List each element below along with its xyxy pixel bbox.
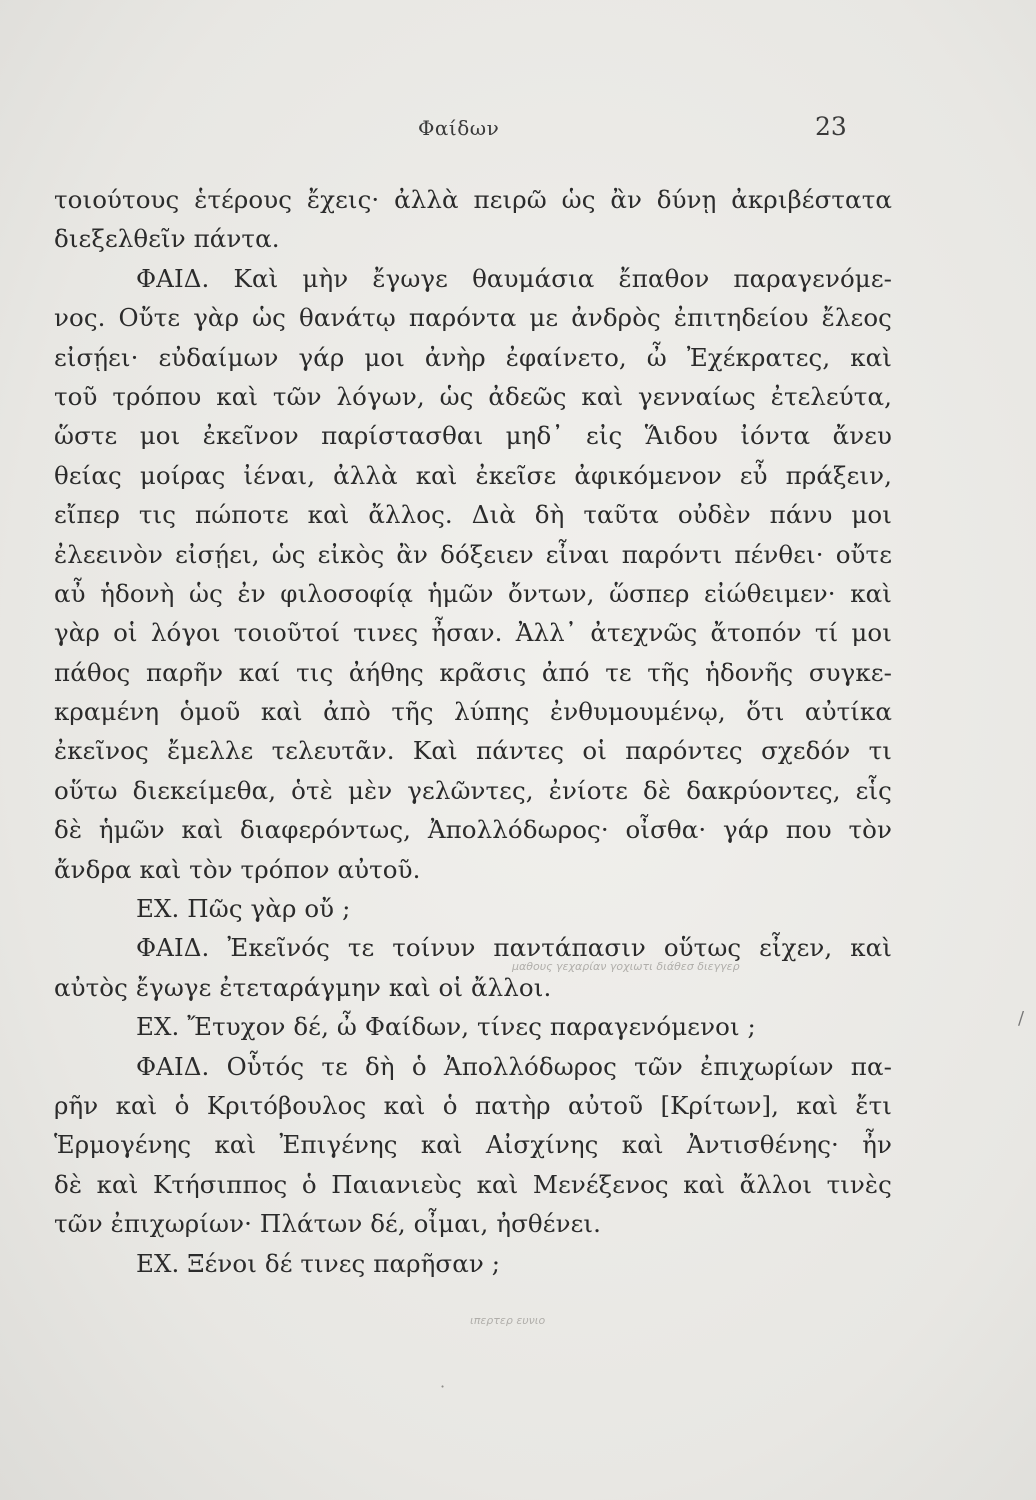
text-line: ΕΧ. Πῶς γὰρ οὔ ;: [136, 894, 351, 924]
text-line: αὖ ἡδονὴ ὡς ἐν φιλοσοφίᾳ ἡμῶν ὄντων, ὥσπερ εἰώθειμεν· καὶ: [54, 578, 892, 608]
text-line: δὲ καὶ Κτήσιππος ὁ Παιανιεὺς καὶ Μενέξενος καὶ ἄλλοι τινὲς: [54, 1169, 892, 1199]
text-line: ὥστε μοι ἐκεῖνον παρίστασθαι μηδ᾽ εἰς Ἅιδου ἰόντα ἄνευ: [54, 421, 892, 451]
text-line: ΕΧ. Ἔτυχον δέ, ὦ Φαίδων, τίνες παραγενόμενοι ;: [136, 1012, 756, 1042]
text-line: ἐκεῖνος ἔμελλε τελευτᾶν. Καὶ πάντες οἱ παρόντες σχεδόν τι: [54, 736, 892, 766]
text-line: ΕΧ. Ξένοι δέ τινες παρῆσαν ;: [136, 1248, 501, 1278]
text-line: ἐλεεινὸν εἰσῄει, ὡς εἰκὸς ἂν δόξειεν εἶναι παρόντι πένθει· οὔτε: [54, 539, 892, 569]
running-title: Φαίδων: [418, 116, 500, 140]
page-number: 23: [815, 112, 847, 141]
text-line: κραμένη ὁμοῦ καὶ ἀπὸ τῆς λύπης ἐνθυμουμένῳ, ὅτι αὐτίκα: [54, 697, 892, 727]
text-line: δὲ ἡμῶν καὶ διαφερόντως, Ἀπολλόδωρος· οἶσθα· γάρ που τὸν: [54, 815, 892, 845]
text-line: τοιούτους ἑτέρους ἔχεις· ἀλλὰ πειρῶ ὡς ἂν δύνῃ ἀκριβέστατα: [54, 185, 892, 214]
text-line: εἴπερ τις πώποτε καὶ ἄλλος. Διὰ δὴ ταῦτα οὐδὲν πάνυ μοι: [54, 500, 892, 530]
footer-mark: ·: [440, 1377, 446, 1396]
text-line: τῶν ἐπιχωρίων· Πλάτων δέ, οἶμαι, ἠσθένει.: [54, 1209, 601, 1239]
text-line: πάθος παρῆν καί τις ἀήθης κρᾶσις ἀπό τε τῆς ἡδονῆς συγκε-: [54, 657, 892, 687]
text-line: Ἑρμογένης καὶ Ἐπιγένης καὶ Αἰσχίνης καὶ Ἀντισθένης· ἦν: [54, 1130, 892, 1160]
text-line: ΦΑΙΔ. Οὗτός τε δὴ ὁ Ἀπολλόδωρος τῶν ἐπιχωρίων πα-: [136, 1051, 892, 1081]
text-line: τοῦ τρόπου καὶ τῶν λόγων, ὡς ἀδεῶς καὶ γενναίως ἐτελεύτα,: [54, 381, 892, 411]
pencil-annotation: ιπερτερ ευνιο: [470, 1314, 546, 1327]
body-text: [54, 180, 892, 1283]
text-line: αὐτὸς ἔγωγε ἐτεταράγμην καὶ οἱ ἄλλοι.: [54, 972, 552, 1002]
text-line: νος. Οὔτε γὰρ ὡς θανάτῳ παρόντα με ἀνδρὸς ἐπιτηδείου ἔλεος: [54, 303, 892, 333]
text-line: ἄνδρα καὶ τὸν τρόπον αὐτοῦ.: [54, 854, 421, 884]
text-line: οὕτω διεκείμεθα, ὁτὲ μὲν γελῶντες, ἐνίοτε δὲ δακρύοντες, εἷς: [54, 775, 892, 805]
text-line: ρῆν καὶ ὁ Κριτόβουλος καὶ ὁ πατὴρ αὐτοῦ [Κρίτων], καὶ ἔτι: [54, 1090, 892, 1120]
pencil-annotation: μαθους γεχαρίαν γοχιωτι διάθεσ διεγγερ: [512, 960, 740, 973]
text-line: ΦΑΙΔ. Καὶ μὴν ἔγωγε θαυμάσια ἔπαθον παραγενόμε-: [136, 263, 892, 293]
text-line: διεξελθεῖν πάντα.: [54, 224, 280, 254]
text-line: γὰρ οἱ λόγοι τοιοῦτοί τινες ἦσαν. Ἀλλ᾽ ἀτεχνῶς ἄτοπόν τί μοι: [54, 618, 892, 648]
text-line: εἰσῄει· εὐδαίμων γάρ μοι ἀνὴρ ἐφαίνετο, ὦ Ἐχέκρατες, καὶ: [54, 342, 892, 372]
text-line: ΦΑΙΔ. Ἐκεῖνός τε τοίνυν παντάπασιν οὕτως εἶχεν, καὶ: [136, 933, 892, 963]
text-line: θείας μοίρας ἰέναι, ἀλλὰ καὶ ἐκεῖσε ἀφικόμενον εὖ πράξειν,: [54, 460, 892, 490]
page-header: [0, 112, 1036, 146]
margin-mark: /: [1018, 1008, 1025, 1029]
